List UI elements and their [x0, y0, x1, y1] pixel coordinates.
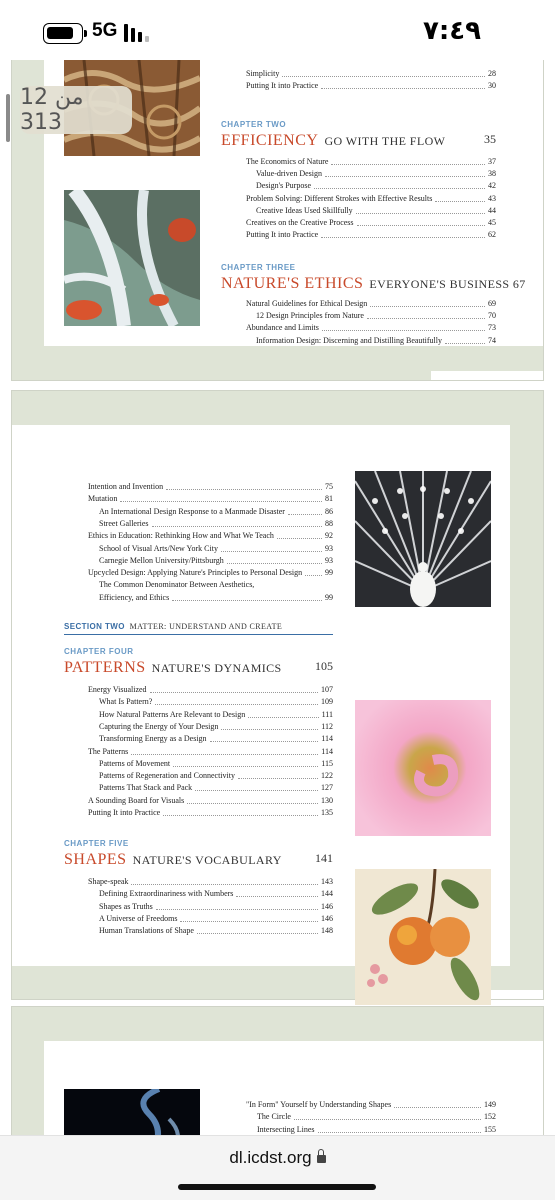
toc-leader-dots	[221, 543, 322, 552]
toc-entry-title: Ethics in Education: Rethinking How and What We Teach	[88, 531, 274, 541]
toc-entry-page: 88	[325, 518, 333, 528]
toc-entry-title: Energy Visualized	[88, 685, 147, 694]
glacier-satellite-photo	[64, 190, 200, 326]
toc-entry[interactable]	[88, 876, 333, 888]
smoke-photo	[64, 1089, 200, 1135]
toc-entry-page: 155	[484, 1124, 496, 1134]
toc-entry-title: Creatives on the Creative Process	[246, 218, 354, 227]
chapter-subtitle: NATURE'S VOCABULARY	[132, 853, 282, 867]
toc-entry[interactable]	[88, 567, 333, 579]
toc-entry-page: 149	[484, 1100, 496, 1109]
toc-entry-title: Simplicity	[246, 69, 280, 78]
toc-leader-dots	[180, 913, 318, 922]
chapter-title	[221, 275, 526, 293]
toc-leader-dots	[325, 168, 485, 177]
toc-entry-page: 28	[488, 69, 496, 78]
toc-entry[interactable]	[257, 1111, 496, 1123]
toc-entry-page: 86	[325, 506, 333, 516]
toc-leader-dots	[331, 156, 485, 165]
toc-entry-title: Putting It into Practice	[246, 230, 319, 240]
toc-entry-title: Problem Solving: Different Strokes with Effective Results	[246, 193, 433, 203]
toc-leader-dots	[314, 180, 485, 189]
toc-entry-title: Patterns of Movement	[99, 758, 171, 768]
page-counter-badge	[20, 86, 132, 134]
toc-entry[interactable]	[99, 721, 333, 733]
toc-entry-page: 115	[321, 758, 333, 768]
toc-entry-title: Transforming Energy as a Design	[99, 734, 207, 744]
toc-entry-title: The Economics of Nature	[246, 157, 329, 166]
toc-leader-dots	[120, 493, 322, 502]
toc-entry-page: 81	[325, 494, 333, 504]
toc-leader-dots	[221, 721, 318, 730]
document-page	[12, 1007, 543, 1135]
toc-leader-dots	[445, 335, 485, 344]
toc-entry-title: A Universe of Freedoms	[99, 913, 178, 923]
white-peacock-photo	[355, 471, 491, 607]
page-edge	[431, 371, 543, 380]
toc-leader-dots	[150, 684, 318, 693]
toc-leader-dots	[236, 888, 318, 897]
toc-entry-page: 122	[321, 771, 333, 781]
chapter-name: NATURE'S ETHICS	[221, 275, 364, 292]
toc-entry[interactable]	[88, 530, 333, 542]
toc-leader-dots	[370, 298, 485, 307]
toc-leader-dots	[195, 782, 318, 791]
chapter-label: CHAPTER THREE	[221, 263, 296, 272]
toc-leader-dots	[294, 1111, 481, 1120]
toc-entry-title: Street Galleries	[99, 518, 149, 528]
battery-icon	[43, 23, 83, 44]
toc-leader-dots	[318, 1124, 481, 1133]
toc-entry[interactable]	[256, 180, 496, 192]
toc-entry-title: Defining Extraordinariness with Numbers	[99, 889, 234, 899]
toc-entry[interactable]	[99, 579, 333, 591]
toc-entry-page: 37	[488, 157, 496, 166]
toc-entry-page: 92	[325, 531, 333, 541]
chapter-title	[64, 659, 333, 677]
toc-entry[interactable]	[256, 335, 496, 347]
toc-entry[interactable]	[88, 795, 333, 807]
toc-leader-dots	[248, 709, 318, 718]
toc-entry-page: 93	[325, 555, 333, 565]
network-label: 5G	[92, 20, 118, 41]
page-counter-text: 12 من 313	[20, 85, 84, 135]
toc-leader-dots	[156, 901, 318, 910]
toc-entry-title: Patterns of Regeneration and Connectivity	[99, 771, 235, 781]
toc-leader-dots	[357, 217, 485, 226]
lock-icon	[317, 1155, 326, 1163]
toc-entry[interactable]	[88, 493, 333, 505]
chapter-page: 35	[484, 132, 496, 146]
toc-entry[interactable]	[256, 168, 496, 180]
toc-entry-title: A Sounding Board for Visuals	[88, 795, 185, 805]
toc-entry[interactable]	[99, 782, 333, 794]
chapter-subtitle: GO WITH THE FLOW	[324, 134, 446, 148]
toc-leader-dots	[155, 696, 318, 705]
toc-entry[interactable]	[88, 481, 333, 493]
toc-leader-dots	[367, 310, 485, 319]
toc-entry-page: 44	[488, 205, 496, 215]
toc-leader-dots	[172, 592, 322, 601]
toc-entry[interactable]	[99, 733, 333, 745]
toc-entry-page: 30	[488, 81, 496, 91]
toc-entry-title: Information Design: Discerning and Distilling Beautifully	[256, 335, 442, 345]
toc-entry-page: 74	[488, 335, 496, 345]
toc-entry[interactable]	[99, 758, 333, 770]
toc-entry-page: 45	[488, 218, 496, 227]
toc-leader-dots	[131, 876, 318, 885]
chapter-name: SHAPES	[64, 851, 127, 868]
clock: ٧:٤٩	[422, 16, 481, 46]
toc-entry-page: 69	[488, 299, 496, 308]
toc-leader-dots	[227, 555, 322, 564]
toc-entry-title: Human Translations of Shape	[99, 926, 194, 936]
peach-botanical-illustration	[355, 869, 491, 1005]
section-rule	[64, 634, 333, 635]
toc-leader-dots	[187, 795, 318, 804]
toc-leader-dots	[321, 80, 485, 89]
toc-entry-title: Efficiency, and Ethics	[99, 592, 170, 602]
document-viewer[interactable]	[0, 60, 555, 1135]
toc-entry[interactable]	[88, 746, 333, 758]
toc-entry-page: 109	[321, 697, 333, 707]
toc-entry-title: Upcycled Design: Applying Nature's Principles to Personal Design	[88, 568, 303, 578]
toc-entry-title: Putting It into Practice	[88, 808, 161, 817]
toc-leader-dots	[322, 322, 485, 331]
toc-leader-dots	[305, 567, 322, 576]
toc-entry-title: "In Form" Yourself by Understanding Shapes	[246, 1100, 392, 1109]
toc-entry-title: School of Visual Arts/New York City	[99, 543, 218, 553]
toc-leader-dots	[166, 481, 322, 490]
chapter-label: CHAPTER TWO	[221, 120, 287, 129]
toc-leader-dots	[394, 1099, 481, 1108]
toc-entry[interactable]	[246, 68, 496, 80]
url-domain: dl.icdst.org	[229, 1148, 312, 1167]
toc-leader-dots	[321, 229, 485, 238]
toc-entry-page: 135	[321, 808, 333, 817]
toc-entry[interactable]	[99, 555, 333, 567]
toc-leader-dots	[163, 807, 318, 816]
toc-entry-title: Carnegie Mellon University/Pittsburgh	[99, 555, 224, 565]
toc-leader-dots	[288, 506, 322, 515]
toc-entry-page: 148	[321, 926, 333, 936]
chapter-subtitle: EVERYONE'S BUSINESS 67	[369, 277, 526, 291]
toc-entry[interactable]	[99, 543, 333, 555]
toc-entry-title: Putting It into Practice	[246, 81, 319, 91]
chapter-page: 105	[315, 659, 333, 673]
toc-entry-page: 93	[325, 543, 333, 553]
toc-entry[interactable]	[257, 1124, 496, 1135]
url-display[interactable]	[0, 1148, 555, 1168]
toc-entry-title: Shape-speak	[88, 877, 129, 886]
toc-entry[interactable]	[256, 205, 496, 217]
toc-entry-title: How Natural Patterns Are Relevant to Design	[99, 709, 246, 719]
home-indicator[interactable]	[178, 1184, 376, 1190]
toc-entry[interactable]	[246, 322, 496, 334]
toc-entry-page: 146	[321, 913, 333, 923]
toc-entry[interactable]	[99, 913, 333, 925]
toc-entry-title: Abundance and Limits	[246, 323, 319, 333]
toc-entry-title: 12 Design Principles from Nature	[256, 311, 364, 321]
toc-entry-page: 114	[321, 746, 333, 756]
section-label: SECTION TWO	[64, 622, 125, 631]
toc-entry[interactable]	[88, 684, 333, 696]
toc-entry-page: 144	[321, 889, 333, 899]
toc-entry-page: 152	[484, 1112, 496, 1122]
section-title: MATTER: UNDERSTAND AND CREATE	[129, 622, 283, 631]
toc-entry-page: 38	[488, 169, 496, 179]
document-page	[12, 391, 543, 999]
toc-entry-page: 73	[488, 323, 496, 333]
chapter-subtitle: NATURE'S DYNAMICS	[151, 661, 282, 675]
toc-entry-title: Capturing the Energy of Your Design	[99, 721, 219, 731]
toc-entry-title: The Circle	[257, 1112, 291, 1122]
toc-entry-page: 70	[488, 311, 496, 321]
toc-entry-page: 75	[325, 482, 333, 491]
toc-entry[interactable]	[246, 229, 496, 241]
toc-entry[interactable]	[99, 888, 333, 900]
chapter-title	[64, 851, 333, 869]
toc-entry-title: Mutation	[88, 494, 118, 504]
toc-entry-page: 99	[325, 592, 333, 602]
toc-entry-page: 99	[325, 568, 333, 578]
toc-entry[interactable]	[99, 901, 333, 913]
toc-entry[interactable]	[99, 925, 333, 937]
toc-entry-title: The Patterns	[88, 746, 129, 756]
toc-entry[interactable]	[246, 1099, 496, 1111]
toc-entry-title: Shapes as Truths	[99, 901, 153, 911]
toc-entry[interactable]	[99, 709, 333, 721]
toc-block	[64, 481, 333, 951]
chapter-label: CHAPTER FOUR	[64, 647, 134, 656]
toc-entry-page: 107	[321, 685, 333, 694]
section-heading	[64, 622, 282, 631]
toc-entry[interactable]	[246, 193, 496, 205]
toc-entry[interactable]	[246, 298, 496, 310]
toc-leader-dots	[238, 770, 318, 779]
toc-entry-page: 43	[488, 193, 496, 203]
toc-entry-page: 111	[321, 709, 333, 719]
toc-entry[interactable]	[88, 807, 333, 819]
toc-entry-page: 114	[321, 734, 333, 744]
toc-entry-title: Design's Purpose	[256, 181, 311, 191]
toc-leader-dots	[210, 733, 319, 742]
toc-entry-title: An International Design Response to a Manmade Disaster	[99, 506, 285, 516]
pink-calla-lily-photo	[355, 700, 491, 836]
chapter-label: CHAPTER FIVE	[64, 839, 129, 848]
toc-block	[246, 1099, 496, 1135]
toc-leader-dots	[277, 530, 322, 539]
toc-leader-dots	[282, 68, 485, 77]
scroll-handle[interactable]	[6, 94, 10, 142]
toc-block	[221, 68, 526, 368]
toc-leader-dots	[435, 193, 485, 202]
toc-entry-title: The Common Denominator Between Aesthetics,	[99, 580, 255, 590]
toc-entry[interactable]	[246, 80, 496, 92]
toc-entry-page: 130	[321, 795, 333, 805]
toc-entry-title: Intention and Invention	[88, 482, 164, 491]
toc-leader-dots	[152, 518, 322, 527]
toc-leader-dots	[356, 205, 485, 214]
battery-tip	[84, 30, 87, 37]
toc-entry[interactable]	[99, 696, 333, 708]
toc-entry-title: Value-driven Design	[256, 169, 322, 179]
toc-entry-title: Natural Guidelines for Ethical Design	[246, 299, 368, 308]
toc-entry[interactable]	[246, 156, 496, 168]
toc-entry-page: 62	[488, 230, 496, 240]
signal-icon	[124, 24, 158, 42]
toc-entry[interactable]	[246, 217, 496, 229]
toc-entry-title: Intersecting Lines	[257, 1124, 315, 1134]
chapter-name: PATTERNS	[64, 659, 146, 676]
status-bar	[0, 0, 555, 60]
toc-entry[interactable]	[99, 592, 333, 604]
browser-url-bar[interactable]	[0, 1135, 555, 1200]
chapter-page: 141	[315, 851, 333, 865]
toc-entry[interactable]	[99, 770, 333, 782]
toc-entry-title: What Is Pattern?	[99, 697, 153, 707]
toc-entry-page: 127	[321, 783, 333, 793]
toc-entry-title: Creative Ideas Used Skillfully	[256, 205, 353, 215]
toc-entry-page: 112	[321, 721, 333, 731]
toc-entry-page: 146	[321, 901, 333, 911]
toc-leader-dots	[173, 758, 318, 767]
chapter-title	[221, 132, 496, 150]
toc-entry[interactable]	[99, 518, 333, 530]
toc-entry[interactable]	[99, 506, 333, 518]
toc-entry[interactable]	[256, 310, 496, 322]
chapter-name: EFFICIENCY	[221, 132, 319, 149]
toc-leader-dots	[197, 925, 318, 934]
toc-entry-page: 42	[488, 181, 496, 191]
toc-leader-dots	[131, 746, 318, 755]
toc-entry-page: 143	[321, 877, 333, 886]
toc-entry-title: Patterns That Stack and Pack	[99, 783, 193, 793]
